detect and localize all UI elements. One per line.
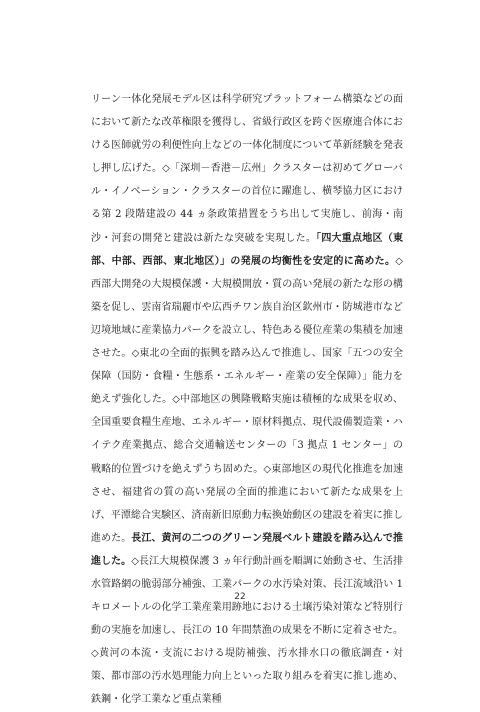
paragraph-segment-5: ◇長江大規模保護 3 ヵ年行動計画を順調に始動させ、生活排水管路網の脆弱部分補強、工業パークの水汚染対策、長江流域沿い 1 キロメートルの化学工業産業用跡地における土壌汚染対策など特別行動の実施を加速し、長江の 10 年間禁漁の成果を不断に定着させた。◇黄河の本流・支流における堤防補強、汚水排水口の徹底調査・対策、都市部の汚水処理能力向上といった取り組みを着実に推し進め、鉄鋼・化学工業など重点業種	[91, 555, 403, 706]
bold-heading-green-belts: 長江、黄河の二つのグリーン発展ベルト建設を踏み込んで推進した。	[91, 532, 404, 567]
paragraph-segment-1: リーン一体化発展モデル区は科学研究プラットフォーム構築などの面において新たな改革権限を獲得し、省級行政区を跨ぐ医療連合体における医師就労の利便性向上などの一体化制度について革新経験を発表し押し広げた。◇「深圳－香港－広州」クラスターは初めてグローバル・イノベーション・クラスターの首位に躍進し、横琴協力区における第 2 段階建設の 44 ヵ条政策措置をうち出して実施し、前海・南沙・河套の開発と建設は新たな突破を実現した。	[91, 94, 403, 244]
bold-heading-four-regions: 「四大重点地区（東部、中部、西部、東北地区）」の発展の均衡性を安定的に高めた。	[91, 232, 403, 267]
page-number: 22	[234, 592, 246, 602]
body-paragraph	[91, 88, 403, 712]
paragraph-segment-3: ◇西部大開発の大規模保護・大規模開放・質の高い発展の新たな形の構築を促し、雲南省瑞麗市や広西チワン族自治区欽州市・防城港市など辺境地域に産業協力パークを設立し、特色ある優位産業の集積を加速させた。◇東北の全面的振興を踏み込んで推進し、国家「五つの安全保障（国防・食糧・生態系・エネルギー・産業の安全保障）」能力を絶えず強化した。◇中部地区の興隆戦略実施は積極的な成果を収め、全国重要食糧生産地、エネルギー・原材料拠点、現代設備製造業・ハイテク産業拠点、総合交通輸送センターの「3 拠点 1 センター」の戦略的位置づけを絶えずうち固めた。◇東部地区の現代化推進を加速させ、福建省の質の高い発展の全面的推進において新たな成果を上げ、平潭総合実験区、済南新旧原動力転換始動区の建設を着実に推し進めた。	[91, 255, 403, 544]
